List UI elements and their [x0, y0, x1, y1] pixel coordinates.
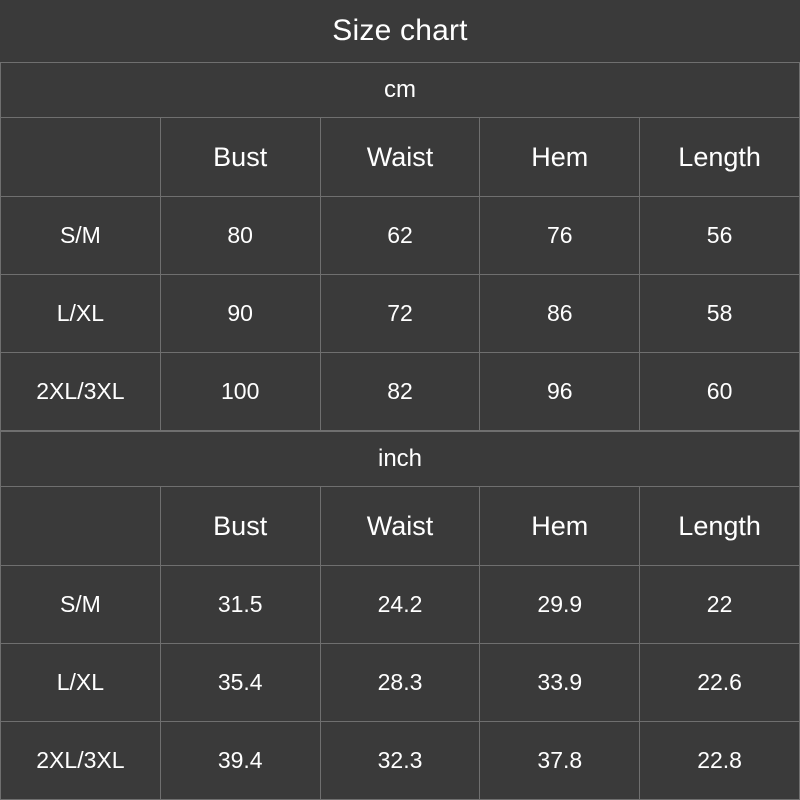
cell-length: 22 [640, 566, 800, 644]
cell-bust: 35.4 [160, 644, 320, 722]
table-row [1, 722, 800, 800]
cell-hem: 37.8 [480, 722, 640, 800]
table-row [1, 275, 800, 353]
table-row [1, 644, 800, 722]
cell-bust: 100 [160, 353, 320, 431]
cell-waist: 82 [320, 353, 480, 431]
row-size-label: 2XL/3XL [1, 722, 161, 800]
cell-bust: 80 [160, 197, 320, 275]
cell-length: 56 [640, 197, 800, 275]
cell-length: 60 [640, 353, 800, 431]
cell-hem: 86 [480, 275, 640, 353]
cell-length: 58 [640, 275, 800, 353]
table-row [1, 197, 800, 275]
page-title: Size chart [332, 14, 468, 47]
row-size-label: S/M [1, 566, 161, 644]
cell-bust: 31.5 [160, 566, 320, 644]
unit-label-inch: inch [1, 432, 800, 487]
cell-hem: 33.9 [480, 644, 640, 722]
cell-waist: 28.3 [320, 644, 480, 722]
header-cell-size-cm [1, 118, 161, 197]
unit-row-inch [1, 432, 800, 487]
row-size-label: 2XL/3XL [1, 353, 161, 431]
header-row-inch [1, 487, 800, 566]
header-cell-length-cm: Length [640, 118, 800, 197]
cell-waist: 24.2 [320, 566, 480, 644]
header-row-cm [1, 118, 800, 197]
cell-hem: 96 [480, 353, 640, 431]
size-table-inch [0, 431, 800, 800]
cell-waist: 62 [320, 197, 480, 275]
table-row [1, 353, 800, 431]
cell-length: 22.6 [640, 644, 800, 722]
table-row [1, 566, 800, 644]
cell-bust: 39.4 [160, 722, 320, 800]
row-size-label: S/M [1, 197, 161, 275]
cell-waist: 72 [320, 275, 480, 353]
header-cell-hem-inch: Hem [480, 487, 640, 566]
unit-row-cm [1, 63, 800, 118]
cell-length: 22.8 [640, 722, 800, 800]
cell-hem: 29.9 [480, 566, 640, 644]
header-cell-waist-cm: Waist [320, 118, 480, 197]
row-size-label: L/XL [1, 644, 161, 722]
row-size-label: L/XL [1, 275, 161, 353]
size-table-cm [0, 62, 800, 431]
header-cell-bust-inch: Bust [160, 487, 320, 566]
header-cell-waist-inch: Waist [320, 487, 480, 566]
header-cell-hem-cm: Hem [480, 118, 640, 197]
cell-waist: 32.3 [320, 722, 480, 800]
header-cell-size-inch [1, 487, 161, 566]
header-cell-length-inch: Length [640, 487, 800, 566]
cell-bust: 90 [160, 275, 320, 353]
unit-label-cm: cm [1, 63, 800, 118]
header-cell-bust-cm: Bust [160, 118, 320, 197]
cell-hem: 76 [480, 197, 640, 275]
